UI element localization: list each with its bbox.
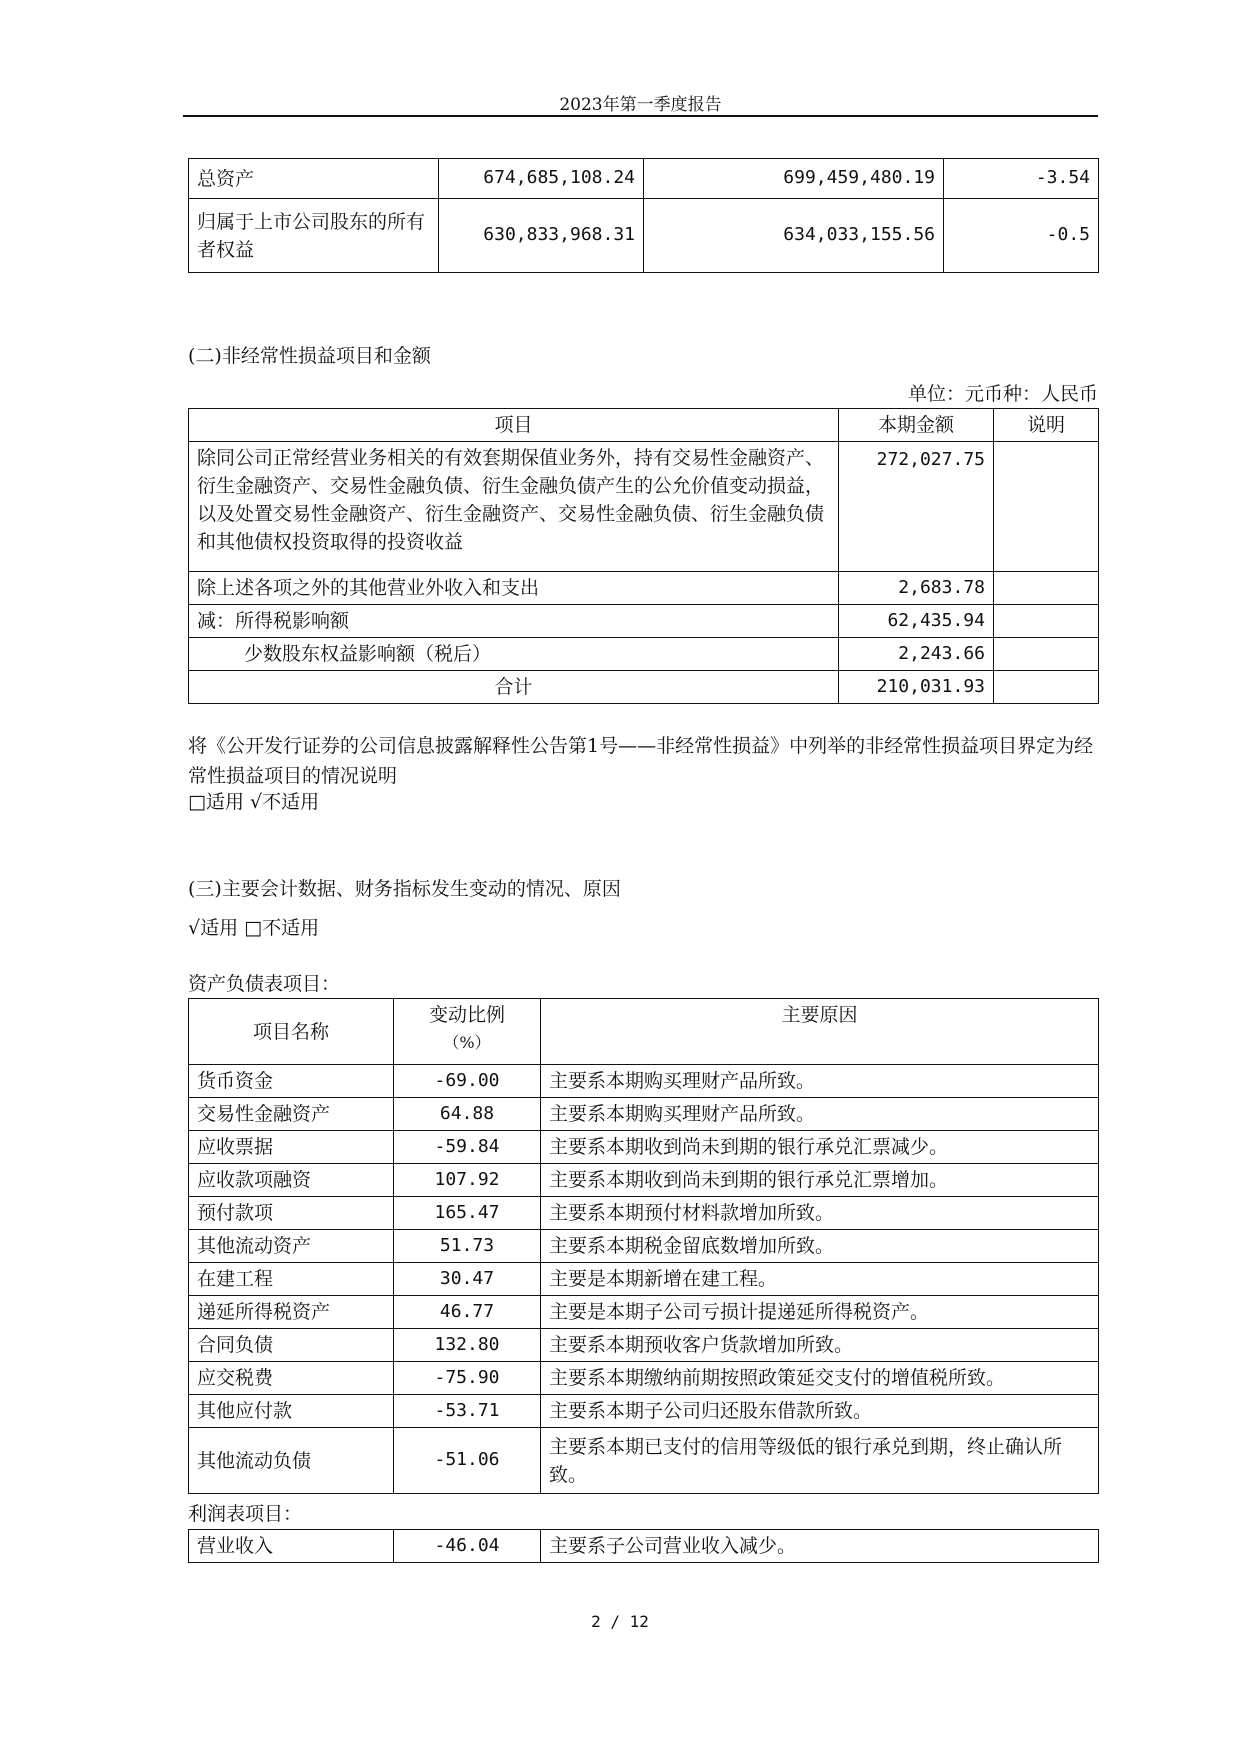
applicability-3: √适用 □不适用 [188, 917, 320, 939]
prior-value: 634,033,155.56 [644, 199, 944, 273]
item-name: 其他流动资产 [189, 1230, 394, 1263]
item-text: 除上述各项之外的其他营业外收入和支出 [189, 572, 839, 605]
amount: 210,031.93 [839, 671, 994, 704]
header-note: 说明 [994, 409, 1099, 442]
reason: 主要是本期子公司亏损计提递延所得税资产。 [541, 1296, 1099, 1329]
ratio: 46.77 [394, 1296, 541, 1329]
section-2-title: (二)非经常性损益项目和金额 [188, 345, 431, 367]
table-row [189, 605, 1099, 638]
reason: 主要系子公司营业收入减少。 [541, 1530, 1099, 1563]
reason: 主要系本期购买理财产品所致。 [541, 1065, 1099, 1098]
reason: 主要系本期收到尚未到期的银行承兑汇票增加。 [541, 1164, 1099, 1197]
note [994, 442, 1099, 572]
header-divider [183, 115, 1098, 117]
reason: 主要系本期已支付的信用等级低的银行承兑到期，终止确认所致。 [541, 1428, 1099, 1494]
table-row [189, 199, 1099, 273]
header-ratio-line2: （%） [443, 1033, 491, 1052]
table-row [189, 1530, 1099, 1563]
ratio: -59.84 [394, 1131, 541, 1164]
reason: 主要系本期税金留底数增加所致。 [541, 1230, 1099, 1263]
ratio: -51.06 [394, 1428, 541, 1494]
item-text: 除同公司正常经营业务相关的有效套期保值业务外，持有交易性金融资产、衍生金融资产、交易性金融负债、衍生金融负债产生的公允价值变动损益，以及处置交易性金融资产、衍生金融资产、交易性金融负债、衍生金融负债和其他债权投资取得的投资收益 [189, 442, 839, 572]
change-value: -3.54 [944, 159, 1099, 199]
table-header-row [189, 409, 1099, 442]
balance-sheet-label: 资产负债表项目： [188, 973, 341, 995]
header-name: 项目名称 [189, 999, 394, 1065]
header-ratio-line1: 变动比例 [428, 1004, 505, 1026]
header-amount: 本期金额 [839, 409, 994, 442]
applicability-2: □适用 √不适用 [188, 791, 320, 813]
balance-sheet-changes-table [188, 998, 1099, 1494]
table-row [189, 1395, 1099, 1428]
item-name: 其他应付款 [189, 1395, 394, 1428]
current-value: 674,685,108.24 [439, 159, 644, 199]
table-row [189, 159, 1099, 199]
ratio: 165.47 [394, 1197, 541, 1230]
reason: 主要系本期购买理财产品所致。 [541, 1098, 1099, 1131]
table-row [189, 671, 1099, 704]
row-label: 总资产 [189, 159, 439, 199]
current-value: 630,833,968.31 [439, 199, 644, 273]
reclassification-paragraph: 将《公开发行证券的公司信息披露解释性公告第1号——非经常性损益》中列举的非经常性损益项目界定为经常性损益项目的情况说明 [188, 735, 1094, 787]
page-number: 2 / 12 [591, 1612, 649, 1631]
table-header-row [189, 999, 1099, 1065]
item-name: 合同负债 [189, 1329, 394, 1362]
item-name: 在建工程 [189, 1263, 394, 1296]
item-name: 货币资金 [189, 1065, 394, 1098]
ratio: 51.73 [394, 1230, 541, 1263]
amount: 2,243.66 [839, 638, 994, 671]
reason: 主要系本期预收客户货款增加所致。 [541, 1329, 1099, 1362]
section-3-title: (三)主要会计数据、财务指标发生变动的情况、原因 [188, 878, 621, 900]
table-row [189, 1329, 1099, 1362]
header-item: 项目 [189, 409, 839, 442]
ratio: 107.92 [394, 1164, 541, 1197]
prior-value: 699,459,480.19 [644, 159, 944, 199]
reason: 主要是本期新增在建工程。 [541, 1263, 1099, 1296]
note [994, 572, 1099, 605]
row-label: 归属于上市公司股东的所有者权益 [189, 199, 439, 273]
table-row [189, 1296, 1099, 1329]
income-statement-changes-table [188, 1529, 1099, 1563]
ratio: 30.47 [394, 1263, 541, 1296]
page-header-title: 2023年第一季度报告 [559, 95, 722, 115]
income-statement-label: 利润表项目： [188, 1503, 303, 1525]
item-name: 预付款项 [189, 1197, 394, 1230]
item-name: 应交税费 [189, 1362, 394, 1395]
ratio: 132.80 [394, 1329, 541, 1362]
item-name: 递延所得税资产 [189, 1296, 394, 1329]
reason: 主要系本期预付材料款增加所致。 [541, 1197, 1099, 1230]
amount: 62,435.94 [839, 605, 994, 638]
table-row [189, 572, 1099, 605]
header-ratio [394, 999, 541, 1065]
ratio: -69.00 [394, 1065, 541, 1098]
item-name: 其他流动负债 [189, 1428, 394, 1494]
note [994, 638, 1099, 671]
balance-summary-table [188, 158, 1099, 273]
header-reason: 主要原因 [541, 999, 1099, 1065]
unit-label: 单位：元币种：人民币 [907, 383, 1098, 405]
amount: 272,027.75 [839, 442, 994, 572]
table-row [189, 1098, 1099, 1131]
table-row [189, 1230, 1099, 1263]
table-row [189, 1362, 1099, 1395]
item-name: 营业收入 [189, 1530, 394, 1563]
item-text: 合计 [189, 671, 839, 704]
item-text: 减：所得税影响额 [189, 605, 839, 638]
ratio: -53.71 [394, 1395, 541, 1428]
ratio: -46.04 [394, 1530, 541, 1563]
note [994, 671, 1099, 704]
table-row [189, 1428, 1099, 1494]
table-row [189, 1197, 1099, 1230]
table-row [189, 1065, 1099, 1098]
table-row [189, 442, 1099, 572]
note [994, 605, 1099, 638]
table-row [189, 1263, 1099, 1296]
ratio: -75.90 [394, 1362, 541, 1395]
reason: 主要系本期子公司归还股东借款所致。 [541, 1395, 1099, 1428]
item-name: 交易性金融资产 [189, 1098, 394, 1131]
table-row [189, 1164, 1099, 1197]
non-recurring-gains-table [188, 408, 1099, 704]
item-name: 应收款项融资 [189, 1164, 394, 1197]
table-row [189, 1131, 1099, 1164]
ratio: 64.88 [394, 1098, 541, 1131]
item-name: 应收票据 [189, 1131, 394, 1164]
reason: 主要系本期收到尚未到期的银行承兑汇票减少。 [541, 1131, 1099, 1164]
reason: 主要系本期缴纳前期按照政策延交支付的增值税所致。 [541, 1362, 1099, 1395]
change-value: -0.5 [944, 199, 1099, 273]
item-text: 少数股东权益影响额（税后） [189, 638, 839, 671]
amount: 2,683.78 [839, 572, 994, 605]
table-row [189, 638, 1099, 671]
